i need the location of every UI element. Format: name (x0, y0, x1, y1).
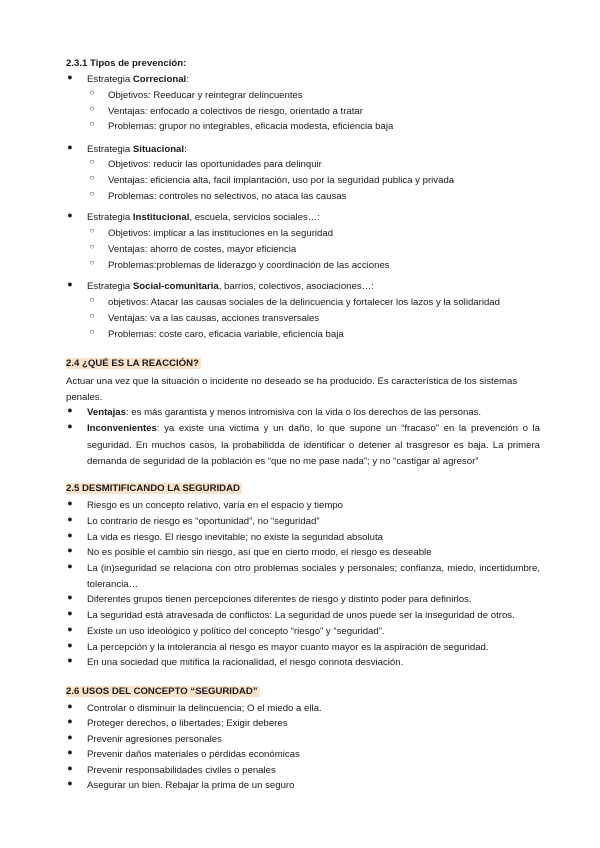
paragraph: Actuar una vez que la situación o incidente no deseado se ha producido. Es característica de los sistemas penales. (66, 376, 518, 403)
sub-item: Problemas:problemas de liderazgo y coordinación de las acciones (108, 260, 390, 271)
bullet-circle: ○ (89, 327, 95, 336)
list-item: Riesgo es un concepto relativo, varía en el espacio y tiempo (87, 500, 343, 511)
strategy-item: Estrategia Institucional, escuela, servicios sociales…: (87, 212, 321, 223)
bullet-disc: ● (67, 716, 73, 726)
list-item: Diferentes grupos tienen percepciones diferentes de riesgo y distinto poder para definirlos. (87, 594, 472, 605)
sub-item: Objetivos: implicar a las instituciones en la seguridad (108, 228, 334, 239)
section-heading-2-5: 2.5 DESMITIFICANDO LA SEGURIDAD (66, 483, 240, 494)
bullet-disc: ● (67, 608, 73, 618)
bullet-disc: ● (67, 732, 73, 742)
section-heading-2-6: 2.6 USOS DEL CONCEPTO “SEGURIDAD” (66, 686, 258, 697)
bullet-disc: ● (67, 142, 73, 152)
bullet-disc: ● (67, 763, 73, 773)
list-item: Prevenir responsabilidades civiles o penales (87, 765, 276, 776)
sub-item: Problemas: controles no selectivos, no ataca las causas (108, 191, 347, 202)
bullet-circle: ○ (89, 311, 95, 320)
list-item: Controlar o disminuir la delincuencia; O el miedo a ella. (87, 703, 322, 714)
bullet-disc: ● (67, 498, 73, 508)
bullet-disc: ● (67, 421, 73, 431)
list-item: Prevenir daños materiales o pérdidas económicas (87, 749, 300, 760)
bullet-circle: ○ (89, 242, 95, 251)
sub-item: objetivos: Atacar las causas sociales de la delincuencia y fortalecer los lazos y la solidaridad (108, 297, 500, 308)
bullet-disc: ● (67, 279, 73, 289)
bullet-disc: ● (67, 405, 73, 415)
bullet-disc: ● (67, 624, 73, 634)
list-item: Ventajas: es más garantista y menos intromisiva con la vida o los derechos de las personas. (87, 407, 482, 418)
list-item: En una sociedad que mitifica la racionalidad, el riesgo connota desviación. (87, 657, 404, 668)
bullet-disc: ● (67, 701, 73, 711)
list-item: No es posible el cambio sin riesgo, así que en cierto modo, el riesgo es deseable (87, 547, 432, 558)
list-item: Existe un uso ideológico y político del concepto “riesgo” y “seguridad”. (87, 626, 385, 637)
strategy-item: Estrategia Correcional: (87, 74, 189, 85)
sub-item: Ventajas: va a las causas, acciones transversales (108, 313, 320, 324)
section-heading-2-4: 2.4 ¿QUÉ ES LA REACCIÓN? (66, 358, 199, 369)
sub-item: Objetivos: reducir las oportunidades para delinquir (108, 159, 322, 170)
bullet-disc: ● (67, 514, 73, 524)
sub-item: Ventajas: eficiencia alta, facil implantación, uso por la seguridad publica y privada (108, 175, 455, 186)
list-item: Inconvenientes: ya existe una victima y un daño, lo que supone un “fracaso” en la prevención o la seguridad. En muchos casos, la probabilidda de identificar o detener al trasgresor es baja. La primera demanda de seguridad de la población es “que no me pase nada”; y no “castigar al agresor” (87, 423, 540, 467)
list-item: Prevenir agresiones personales (87, 734, 222, 745)
bullet-circle: ○ (89, 157, 95, 166)
list-item: La percepción y la intolerancia al riesgo es mayor cuanto mayor es la aspiración de seguridad. (87, 642, 489, 653)
bullet-circle: ○ (89, 173, 95, 182)
list-item: Asegurar un bien. Rebajar la prima de un seguro (87, 780, 295, 791)
bullet-circle: ○ (89, 226, 95, 235)
sub-item: Problemas: grupor no integrables, eficacia modesta, eficiencia baja (108, 121, 394, 132)
list-item: La seguridad está atravesada de conflictos: La seguridad de unos puede ser la inseguridad de otros. (87, 610, 515, 621)
sub-item: Objetivos: Reeducar y reintegrar delincuentes (108, 90, 303, 101)
strategy-item: Estrategia Situacional: (87, 144, 187, 155)
bullet-circle: ○ (89, 189, 95, 198)
bullet-disc: ● (67, 640, 73, 650)
bullet-circle: ○ (89, 295, 95, 304)
strategy-item: Estrategia Social-comunitaria, barrios, colectivos, asociaciones…: (87, 281, 374, 292)
bullet-disc: ● (67, 72, 73, 82)
sub-item: Ventajas: ahorro de costes, mayor eficiencia (108, 244, 297, 255)
bullet-circle: ○ (89, 104, 95, 113)
list-item: La vida es riesgo. El riesgo inevitable; no existe la seguridad absoluta (87, 532, 383, 543)
bullet-circle: ○ (89, 258, 95, 267)
bullet-disc: ● (67, 655, 73, 665)
bullet-disc: ● (67, 530, 73, 540)
list-item: Proteger derechos, o libertades; Exigir deberes (87, 718, 288, 729)
list-item: Lo contrario de riesgo es “oportunidad”, no “seguridad” (87, 516, 320, 527)
bullet-circle: ○ (89, 119, 95, 128)
bullet-disc: ● (67, 210, 73, 220)
bullet-disc: ● (67, 561, 73, 571)
list-item: La (in)seguridad se relaciona con otro problemas sociales y personales; confianza, miedo, incertidumbre, tolerancia… (87, 563, 540, 590)
sub-item: Problemas: coste caro, eficacia variable, eficiencia baja (108, 329, 344, 340)
bullet-circle: ○ (89, 88, 95, 97)
section-heading-2-3-1: 2.3.1 Tipos de prevención: (66, 58, 187, 69)
sub-item: Ventajas: enfocado a colectivos de riesgo, orientado a tratar (108, 106, 363, 117)
bullet-disc: ● (67, 778, 73, 788)
bullet-disc: ● (67, 592, 73, 602)
bullet-disc: ● (67, 747, 73, 757)
bullet-disc: ● (67, 545, 73, 555)
